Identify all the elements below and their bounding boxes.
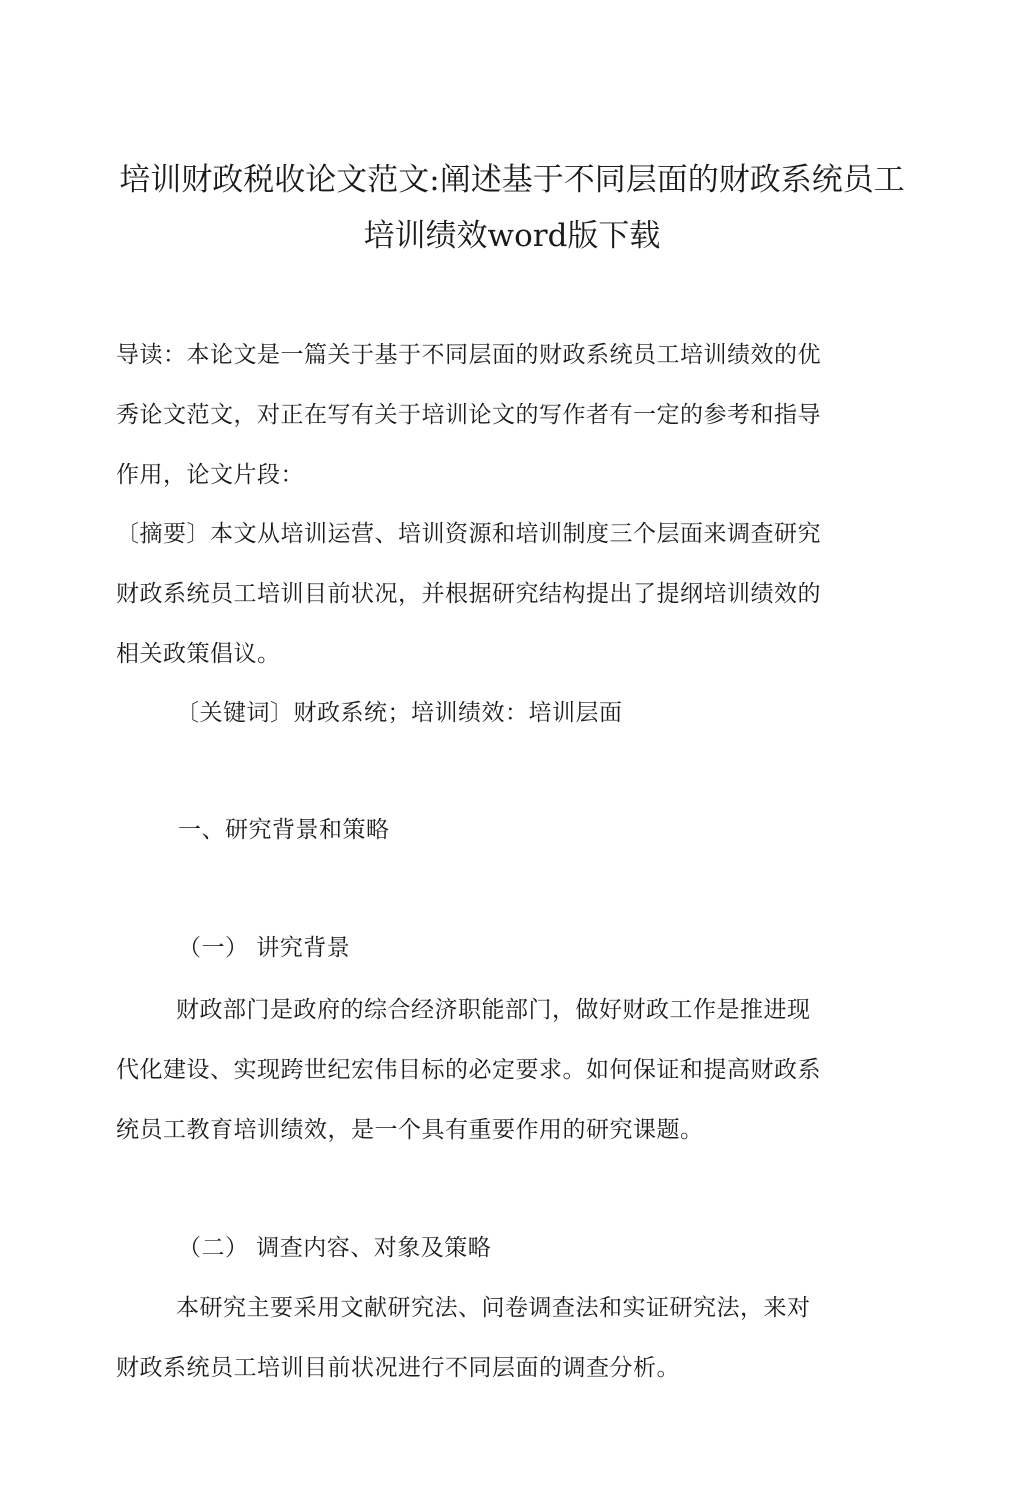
document-title-line-2: 培训绩效word版下载: [363, 218, 661, 254]
section-1-heading: 一、研究背景和策略: [178, 817, 390, 843]
subsection-1-line-2: 代化建设、实现跨世纪宏伟目标的必定要求。如何保证和提高财政系: [116, 1057, 821, 1083]
abstract-line-3: 相关政策倡议。: [116, 641, 281, 667]
subsection-2-heading: （二） 调查内容、对象及策略: [178, 1235, 492, 1261]
subsection-2-line-1: 本研究主要采用文献研究法、问卷调查法和实证研究法，来对: [176, 1295, 811, 1321]
abstract-line-2: 财政系统员工培训目前状况，并根据研究结构提出了提纲培训绩效的: [116, 581, 821, 607]
abstract-line-1: 〔摘要〕本文从培训运营、培训资源和培训制度三个层面来调查研究: [116, 521, 821, 547]
subsection-1-heading: （一） 讲究背景: [178, 935, 351, 961]
keywords: 〔关键词〕财政系统；培训绩效：培训层面: [176, 700, 623, 726]
subsection-2-line-2: 财政系统员工培训目前状况进行不同层面的调查分析。: [116, 1355, 680, 1381]
subsection-1-line-3: 统员工教育培训绩效，是一个具有重要作用的研究课题。: [116, 1117, 704, 1143]
subsection-1-line-1: 财政部门是政府的综合经济职能部门，做好财政工作是推进现: [176, 997, 811, 1023]
intro-line-3: 作用，论文片段：: [116, 462, 304, 488]
document-title-line-1: 培训财政税收论文范文:阐述基于不同层面的财政系统员工: [119, 162, 905, 198]
intro-line-1: 导读：本论文是一篇关于基于不同层面的财政系统员工培训绩效的优: [116, 342, 821, 368]
intro-line-2: 秀论文范文，对正在写有关于培训论文的写作者有一定的参考和指导: [116, 402, 821, 428]
